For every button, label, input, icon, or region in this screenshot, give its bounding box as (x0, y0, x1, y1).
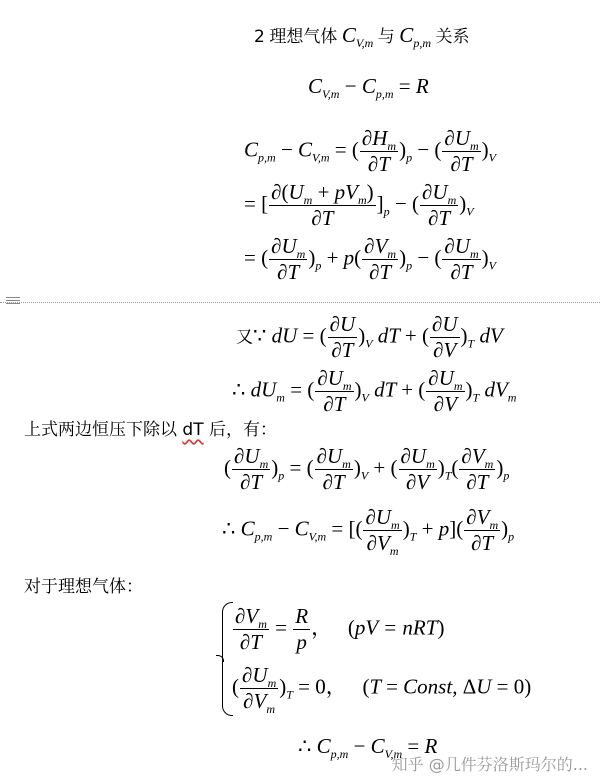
text-dt: dT (182, 420, 204, 440)
equation-derivation-2: = [ $\frac{\partial(U_m + pV_m)}{\partial T}$ ]$_p$ − ( $\frac{\partial U_m}{\partial T}$ )$_V$ (244, 180, 474, 230)
equation-derivation-3: = ( $\frac{\partial U_m}{\partial T}$ )$_p + p$( $\frac{\partial V_m}{\partial T}$ )$_p$ − ( $\frac{\partial U_m}{\partial T}$ )$_V$ (244, 234, 496, 284)
word-const: Const (403, 674, 453, 699)
equation-partial-constant-p: ( $\frac{\partial U_m}{\partial T}$ )$_p$ = ( $\frac{\partial U_m}{\partial T}$ )$_V$ + ( $\frac{\partial U_m}{\partial V}$ )$_T$( $\frac{\partial V_m}{\partial T}$ )$_p$ (224, 444, 510, 494)
equation-final-result: ∴ $C_{p,m} - C_{V,m} = R$ (298, 734, 438, 761)
text-divide-prefix: 上式两边恒压下除以 (24, 420, 177, 440)
page-break-icon (6, 297, 20, 307)
heading-text-b: 与 (377, 27, 395, 47)
section-heading (254, 22, 470, 50)
page-break-line (0, 302, 600, 303)
watermark-platform: 知乎 (391, 755, 424, 774)
equation-cp-minus-cv-general: ∴ $C_{p,m} - C_{V,m}$ = [( $\frac{\partial U_m}{\partial V_m}$ )$_T + p$]( $\frac{\partial V_m}{\partial T}$ )$_p$ (222, 505, 515, 558)
equation-cv-minus-cp: $C_{V,m} - C_{p,m} = R$ (308, 74, 429, 101)
heading-cvm: $C_{V,m}$ (341, 23, 374, 50)
heading-text-c: 关系 (435, 27, 470, 47)
text-divide-suffix: 后，有： (209, 420, 277, 440)
heading-cpm: $C_{p,m}$ (399, 23, 431, 50)
equation-ideal-gas-partial: $\frac{\partial V_m}{\partial T}$ = $\frac{R}{p}$ ， (pV = nRT) (235, 604, 445, 654)
equation-molar-differential: ∴ $dU_m$ = ( $\frac{\partial U_m}{\partial T}$ )$_V$ dT + ( $\frac{\partial U_m}{\partial V}$ )$_T$ $dV_m$ (232, 366, 517, 416)
equation-total-differential: 又∵ dU = ( $\frac{\partial U}{\partial T}$ )$_V$ dT + ( $\frac{\partial U}{\partial V}$ )$_T$ dV (236, 312, 503, 362)
ideal-gas-law: pV = nRT (354, 615, 438, 640)
watermark-author: @几件芬洛斯玛尔的... (428, 755, 588, 774)
heading-text-a: 理想气体 (269, 27, 338, 47)
equation-joule-law: ( $\frac{\partial U_m}{\partial V_m}$ )$_T = 0$， (T = Const, ΔU = 0) (232, 663, 532, 716)
equation-derivation-1: $C_{p,m} - C_{V,m}$ = ( $\frac{\partial H_m}{\partial T}$ )$_p$ − ( $\frac{\partial U_m}{\partial T}$ )$_V$ (244, 126, 496, 176)
value-zero: 0 (315, 674, 326, 699)
text-divide-by-dt (24, 415, 277, 440)
heading-number: 2 (254, 27, 265, 47)
watermark (392, 752, 588, 775)
word-you: 又 (236, 327, 253, 348)
text-for-ideal-gas: 对于理想气体： (24, 577, 143, 597)
